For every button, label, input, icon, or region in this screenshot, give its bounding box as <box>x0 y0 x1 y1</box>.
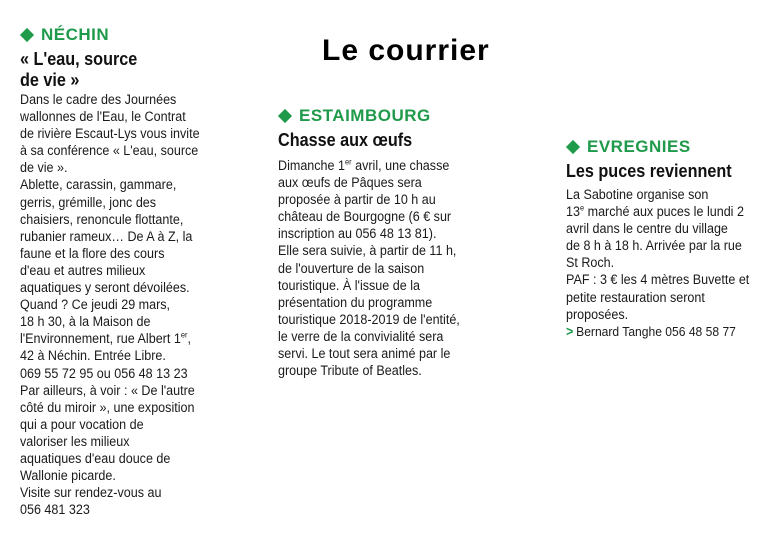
body-line <box>20 330 239 347</box>
body-line: inscription au 056 48 13 81). <box>278 226 437 242</box>
body-line: touristique 2018-2019 de l'entité, <box>278 311 460 327</box>
body-line: de l'ouverture de la saison <box>278 260 425 276</box>
body-text: , <box>187 331 191 347</box>
diamond-icon <box>20 28 34 42</box>
body-line: gerris, grémille, jonc des <box>20 194 157 210</box>
article-nechin <box>20 24 255 518</box>
article-kicker <box>20 24 255 46</box>
body-line: valoriser les milieux <box>20 433 130 449</box>
body-line: avril dans le centre du village <box>566 221 728 237</box>
body-text: l'Environnement, rue Albert 1 <box>20 331 181 347</box>
body-line: groupe Tribute of Beatles. <box>278 363 422 379</box>
body-line: d'eau et autres milieux <box>20 262 146 278</box>
diamond-icon <box>566 140 580 154</box>
headline-line: « L'eau, source <box>20 49 138 69</box>
body-line: PAF : 3 € les 4 mètres Buvette et <box>566 272 750 288</box>
kicker-label: ESTAIMBOURG <box>299 106 431 125</box>
signature-arrow-icon: > <box>566 323 574 339</box>
article-evregnies <box>566 136 771 340</box>
body-line: présentation du programme <box>278 294 433 310</box>
body-line: petite restauration seront <box>566 289 705 305</box>
article-headline: Les puces reviennent <box>566 161 732 181</box>
article-headline: Chasse aux œufs <box>278 130 413 150</box>
body-line: Par ailleurs, à voir : « De l'autre <box>20 382 195 398</box>
body-line: de rivière Escaut-Lys vous invite <box>20 126 200 142</box>
body-line <box>278 157 511 174</box>
body-line: Ablette, carassin, gammare, <box>20 177 177 193</box>
body-line: rubanier rameux… De A à Z, la <box>20 228 193 244</box>
signature-text: Bernard Tanghe 056 48 58 77 <box>576 323 736 339</box>
body-line: proposées. <box>566 306 629 322</box>
body-line: Wallonie picarde. <box>20 468 116 484</box>
kicker-label: EVREGNIES <box>587 137 691 156</box>
article-estaimbourg <box>278 105 528 379</box>
masthead-title: Le courrier <box>322 34 490 67</box>
superscript: er <box>180 330 188 340</box>
body-line: Quand ? Ce jeudi 29 mars, <box>20 297 171 313</box>
body-line: St Roch. <box>566 255 615 271</box>
body-text: avril, une chasse <box>351 158 450 173</box>
body-line: à sa conférence « L'eau, source <box>20 143 199 159</box>
body-line: Dans le cadre des Journées <box>20 92 177 107</box>
body-line: de vie ». <box>20 160 68 176</box>
article-headline <box>20 49 255 91</box>
signature <box>566 323 757 340</box>
body-text: marché aux puces le lundi 2 <box>584 204 744 220</box>
body-text: Dimanche 1 <box>278 158 346 173</box>
body-line: Visite sur rendez-vous au <box>20 485 162 501</box>
superscript: er <box>345 157 352 167</box>
article-body <box>278 157 528 379</box>
body-line: proposée à partir de 10 h au <box>278 192 436 208</box>
article-kicker <box>566 136 771 158</box>
headline-line: de vie » <box>20 70 80 90</box>
body-line: qui a pour vocation de <box>20 416 144 432</box>
body-line: côté du miroir », une exposition <box>20 399 195 415</box>
body-line: servi. Le tout sera animé par le <box>278 346 451 362</box>
body-line: château de Bourgogne (6 € sur <box>278 209 452 225</box>
kicker-label: NÉCHIN <box>41 25 110 44</box>
superscript: e <box>579 203 585 213</box>
body-line: le verre de la convivialité sera <box>278 328 444 344</box>
body-text: 13 <box>566 204 580 220</box>
article-kicker <box>278 105 528 127</box>
body-line: Elle sera suivie, à partir de 11 h, <box>278 243 457 259</box>
body-line: 069 55 72 95 ou 056 48 13 23 <box>20 365 188 381</box>
body-line: aquatiques y seront dévoilées. <box>20 280 190 296</box>
body-line <box>566 203 757 220</box>
body-line: wallonnes de l'Eau, le Contrat <box>20 109 186 125</box>
body-line: aquatiques d'eau douce de <box>20 450 171 466</box>
article-body <box>566 186 771 340</box>
body-line: faune et la flore des cours <box>20 245 165 261</box>
diamond-icon <box>278 109 292 123</box>
body-line: 056 481 323 <box>20 502 90 518</box>
body-line: 42 à Néchin. Entrée Libre. <box>20 348 166 364</box>
body-line: 18 h 30, à la Maison de <box>20 314 151 330</box>
article-body <box>20 91 255 518</box>
body-line: chaisiers, renoncule flottante, <box>20 211 184 227</box>
body-line: de 8 h à 18 h. Arrivée par la rue <box>566 238 742 254</box>
body-line: La Sabotine organise son <box>566 187 709 202</box>
body-line: aux œufs de Pâques sera <box>278 175 422 191</box>
body-line: touristique. À l'issue de la <box>278 277 420 293</box>
